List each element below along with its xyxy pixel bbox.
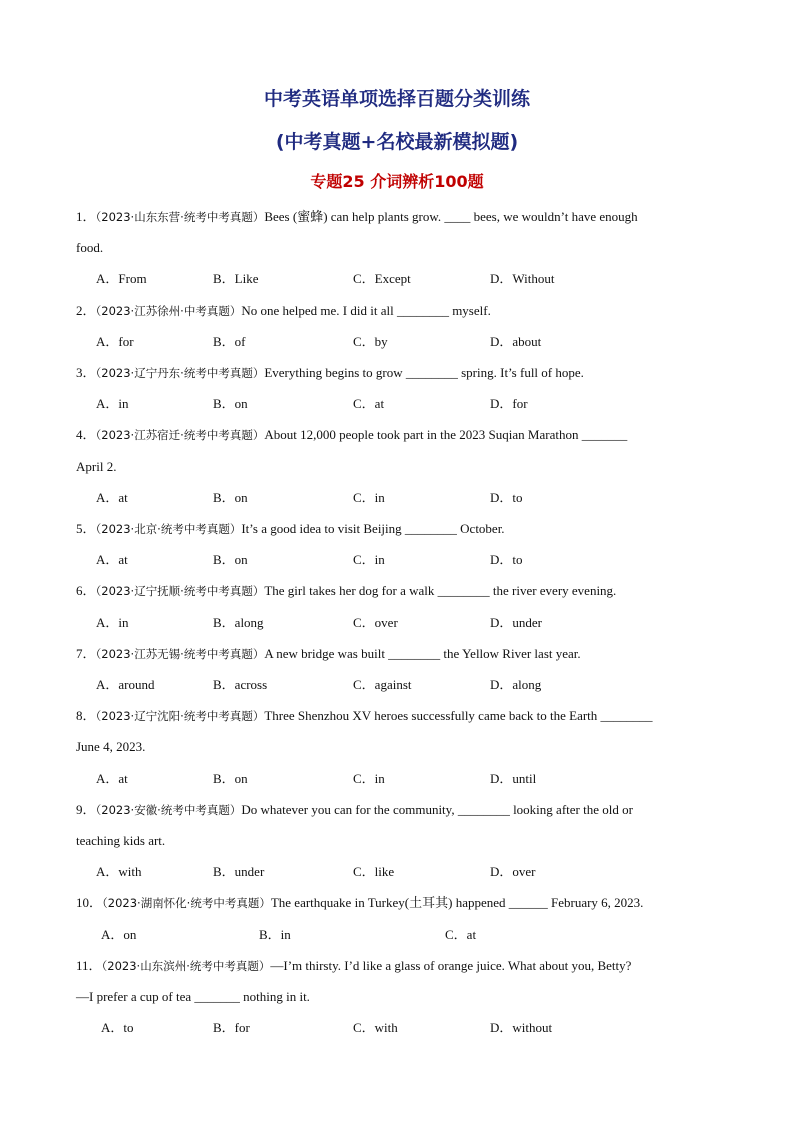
- question-1-stem: 1．（2023·山东东营·统考中考真题）Bees (蜜蜂) can help plants grow. ____ bees, we wouldn’t have enough: [76, 209, 638, 224]
- question-10-option-b[interactable]: B．in: [259, 927, 291, 942]
- question-3-stem: 3．（2023·辽宁丹东·统考中考真题）Everything begins to grow ________ spring. It’s full of hope.: [76, 365, 584, 380]
- question-8-stem: 8．（2023·辽宁沈阳·统考中考真题）Three Shenzhou XV heroes successfully came back to the Earth ________: [76, 708, 653, 723]
- question-7-option-b[interactable]: B．across: [213, 677, 268, 692]
- doc-topic: 专题25 介词辨析100题: [310, 172, 484, 191]
- question-7-option-d[interactable]: D．along: [490, 677, 542, 692]
- question-9-option-c[interactable]: C．like: [353, 864, 395, 879]
- question-6-option-b[interactable]: B．along: [213, 615, 264, 630]
- question-7-option-a[interactable]: A．around: [96, 677, 155, 692]
- question-1-option-b[interactable]: B．Like: [213, 271, 259, 286]
- question-11-stem: 11．（2023·山东滨州·统考中考真题）—I’m thirsty. I’d like a glass of orange juice. What about you, Betty?: [76, 958, 632, 973]
- question-8-option-a[interactable]: A．at: [96, 771, 128, 786]
- question-4-stem: 4．（2023·江苏宿迁·统考中考真题）About 12,000 people took part in the 2023 Suqian Marathon _______: [76, 427, 628, 442]
- question-10-option-c[interactable]: C．at: [445, 927, 477, 942]
- question-5-option-d[interactable]: D．to: [490, 552, 523, 567]
- question-8-option-d[interactable]: D．until: [490, 771, 537, 786]
- question-5-option-a[interactable]: A．at: [96, 552, 128, 567]
- question-9-option-d[interactable]: D．over: [490, 864, 536, 879]
- question-9-option-a[interactable]: A．with: [96, 864, 142, 879]
- question-2-option-a[interactable]: A．for: [96, 334, 134, 349]
- question-3-option-c[interactable]: C．at: [353, 396, 385, 411]
- question-8-option-b[interactable]: B．on: [213, 771, 248, 786]
- question-9-cont: teaching kids art.: [76, 833, 166, 848]
- question-10-option-a[interactable]: A．on: [101, 927, 137, 942]
- question-9-option-b[interactable]: B．under: [213, 864, 265, 879]
- question-5-stem: 5．（2023·北京·统考中考真题）It’s a good idea to visit Beijing ________ October.: [76, 521, 505, 536]
- question-10-stem: 10．（2023·湖南怀化·统考中考真题）The earthquake in Turkey(土耳其) happened ______ February 6, 2023.: [76, 895, 644, 910]
- question-6-stem: 6．（2023·辽宁抚顺·统考中考真题）The girl takes her dog for a walk ________ the river every evening.: [76, 583, 617, 598]
- question-2-stem: 2．（2023·江苏徐州·中考真题）No one helped me. I did it all ________ myself.: [76, 303, 491, 318]
- question-6-option-c[interactable]: C．over: [353, 615, 398, 630]
- question-1-option-c[interactable]: C．Except: [353, 271, 411, 286]
- question-8-cont: June 4, 2023.: [76, 739, 146, 754]
- question-7-stem: 7．（2023·江苏无锡·统考中考真题）A new bridge was built ________ the Yellow River last year.: [76, 646, 581, 661]
- question-6-option-a[interactable]: A．in: [96, 615, 129, 630]
- question-1-option-a[interactable]: A．From: [96, 271, 147, 286]
- question-4-cont: April 2.: [76, 459, 117, 474]
- question-3-option-a[interactable]: A．in: [96, 396, 129, 411]
- question-8-option-c[interactable]: C．in: [353, 771, 385, 786]
- question-1-cont: food.: [76, 240, 104, 255]
- question-11-option-b[interactable]: B．for: [213, 1020, 250, 1035]
- question-4-option-a[interactable]: A．at: [96, 490, 128, 505]
- question-6-option-d[interactable]: D．under: [490, 615, 542, 630]
- question-2-option-d[interactable]: D．about: [490, 334, 542, 349]
- question-4-option-d[interactable]: D．to: [490, 490, 523, 505]
- question-7-option-c[interactable]: C．against: [353, 677, 412, 692]
- question-4-option-c[interactable]: C．in: [353, 490, 385, 505]
- question-11-option-d[interactable]: D．without: [490, 1020, 553, 1035]
- doc-title: 中考英语单项选择百题分类训练: [263, 88, 530, 110]
- question-2-option-b[interactable]: B．of: [213, 334, 246, 349]
- question-5-option-c[interactable]: C．in: [353, 552, 385, 567]
- question-11-cont: —I prefer a cup of tea _______ nothing in it.: [76, 989, 310, 1004]
- question-11-option-a[interactable]: A．to: [101, 1020, 134, 1035]
- question-11-option-c[interactable]: C．with: [353, 1020, 398, 1035]
- question-3-option-b[interactable]: B．on: [213, 396, 248, 411]
- doc-subtitle: (中考真题+名校最新模拟题): [275, 131, 519, 153]
- question-9-stem: 9．（2023·安徽·统考中考真题）Do whatever you can for the community, ________ looking after the old or: [76, 802, 633, 817]
- question-4-option-b[interactable]: B．on: [213, 490, 248, 505]
- question-3-option-d[interactable]: D．for: [490, 396, 528, 411]
- question-5-option-b[interactable]: B．on: [213, 552, 248, 567]
- question-1-option-d[interactable]: D．Without: [490, 271, 555, 286]
- question-2-option-c[interactable]: C．by: [353, 334, 388, 349]
